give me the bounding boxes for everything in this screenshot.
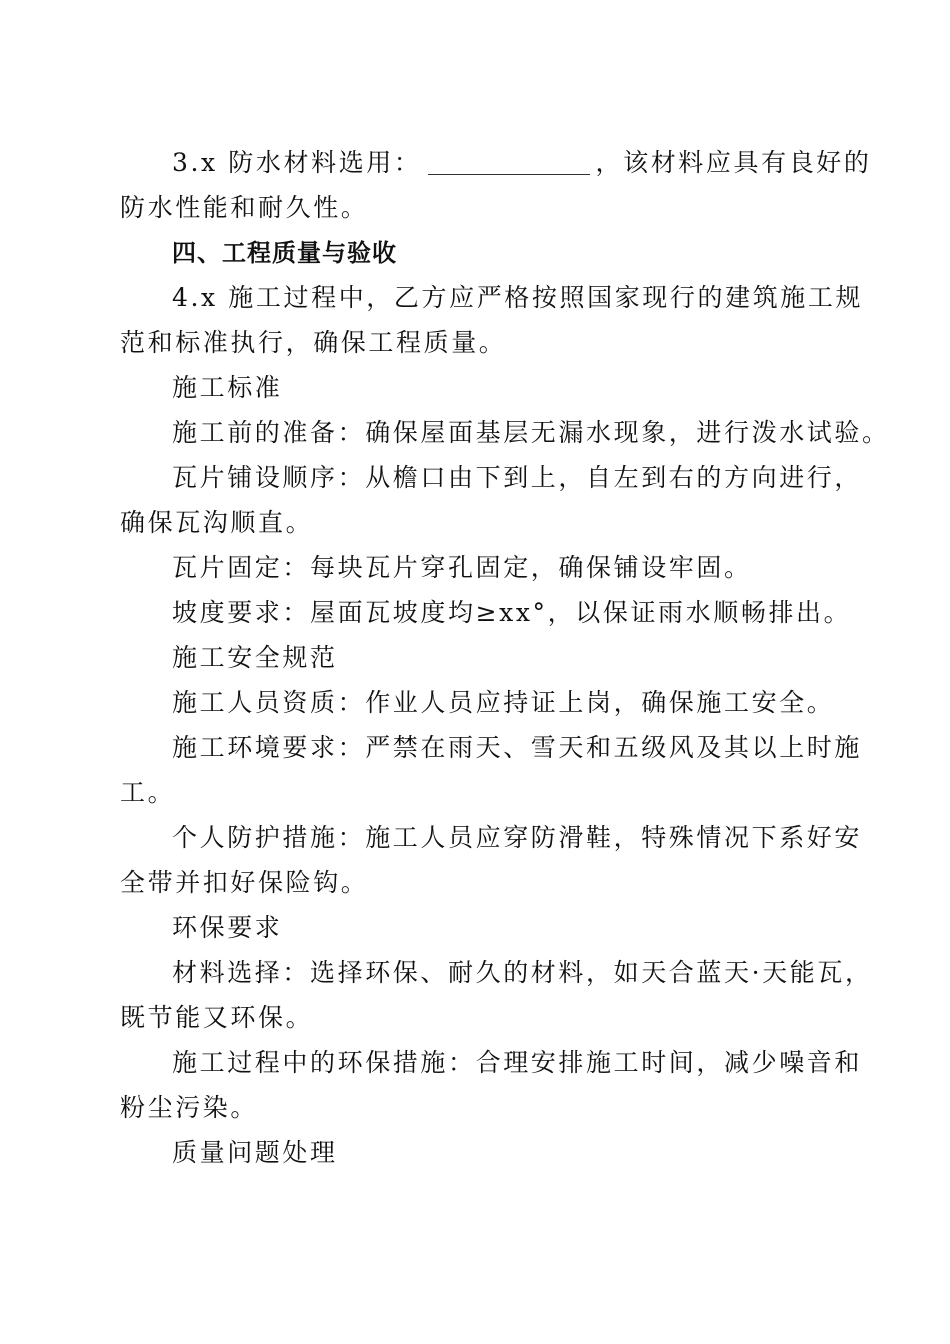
protection-line-2: 全带并扣好保险钩。 (120, 868, 369, 897)
tile-order-line-1: 瓦片铺设顺序：从檐口由下到上，自左到右的方向进行， (172, 463, 863, 492)
measures-line-1: 施工过程中的环保措施：合理安排施工时间，减少噪音和 (172, 1048, 863, 1077)
fill-in-blank (428, 150, 590, 175)
section-4-heading: 四、工程质量与验收 (172, 239, 397, 267)
environment-line-2: 工。 (120, 778, 176, 807)
environment-line-1: 施工环境要求：严禁在雨天、雪天和五级风及其以上时施 (172, 733, 863, 762)
materials-line-2: 既节能又环保。 (120, 1003, 314, 1032)
safety-standards-title: 施工安全规范 (172, 643, 338, 672)
slope-text: 坡度要求：屋面瓦坡度均≥xx°，以保证雨水顺畅排出。 (172, 598, 852, 627)
preparation-text: 施工前的准备：确保屋面基层无漏水现象，进行泼水试验。 (172, 418, 890, 447)
protection-line-1: 个人防护措施：施工人员应穿防滑鞋，特殊情况下系好安 (172, 823, 863, 852)
tile-fixing-text: 瓦片固定：每块瓦片穿孔固定，确保铺设牢固。 (172, 553, 752, 582)
environmental-title: 环保要求 (172, 913, 283, 942)
measures-line-2: 粉尘污染。 (120, 1093, 259, 1122)
tile-order-line-2: 确保瓦沟顺直。 (120, 508, 314, 537)
paragraph-3x-prefix: 3.x 防水材料选用： (172, 148, 422, 177)
paragraph-4x-line-2: 范和标准执行，确保工程质量。 (120, 328, 507, 357)
quality-issues-title: 质量问题处理 (172, 1138, 338, 1167)
paragraph-3x-suffix: ，该材料应具有良好的 (595, 148, 872, 177)
paragraph-3x-line-2: 防水性能和耐久性。 (120, 193, 369, 222)
construction-standards-title: 施工标准 (172, 373, 283, 402)
qualification-text: 施工人员资质：作业人员应持证上岗，确保施工安全。 (172, 688, 835, 717)
materials-line-1: 材料选择：选择环保、耐久的材料，如天合蓝天·天能瓦， (172, 958, 873, 987)
paragraph-3x-line-1 (172, 148, 872, 178)
paragraph-4x-line-1: 4.x 施工过程中，乙方应严格按照国家现行的建筑施工规 (172, 283, 864, 312)
